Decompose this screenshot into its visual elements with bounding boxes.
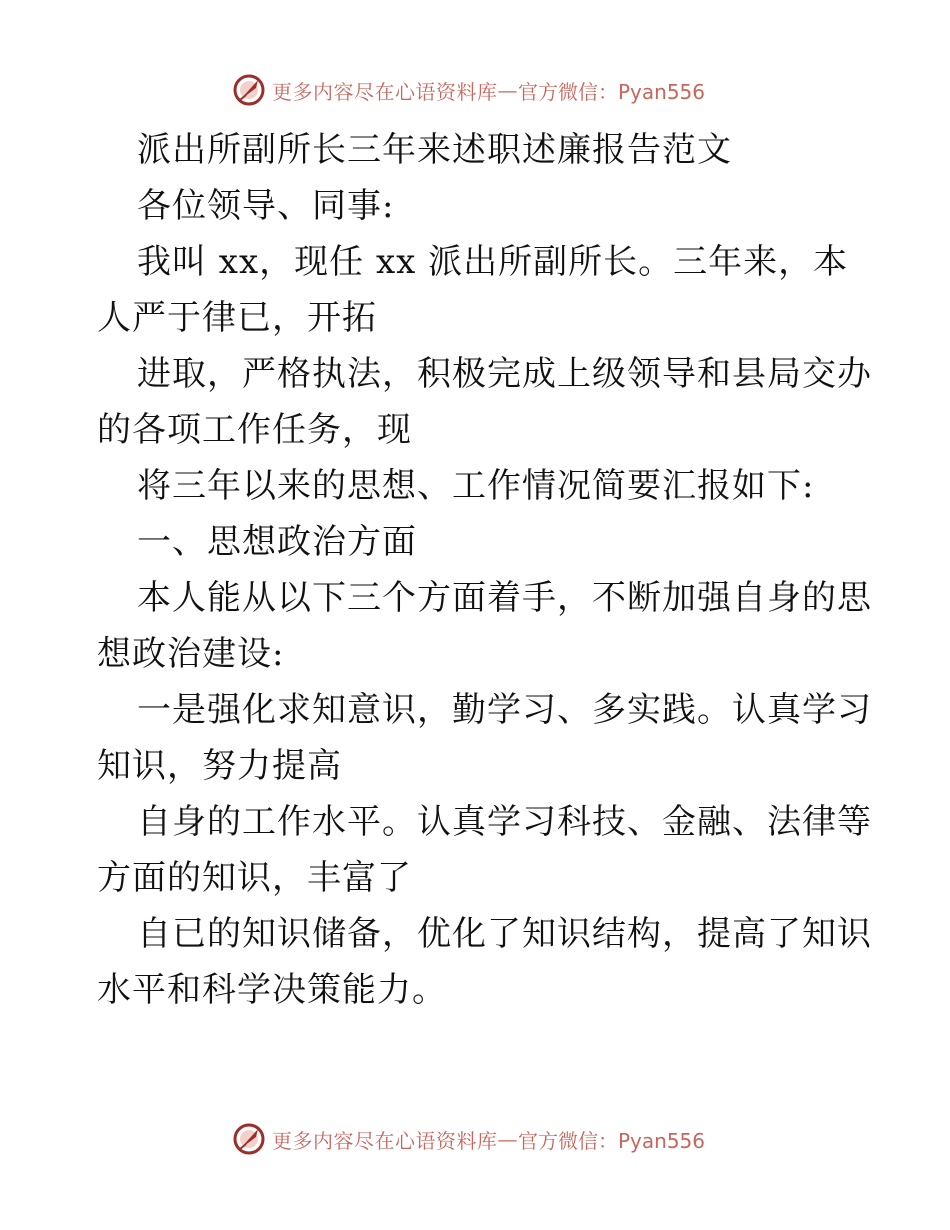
paragraph-line: 水平和科学决策能力。	[97, 970, 447, 1010]
paragraph-line: 我叫 xx，现任 xx 派出所副所长。三年来，本	[137, 242, 849, 282]
header-watermark-banner	[232, 72, 705, 108]
banner-dash: —	[497, 78, 518, 102]
paragraph-line: 本人能从以下三个方面着手，不断加强自身的思	[137, 578, 872, 618]
quill-pen-icon	[232, 73, 266, 107]
banner-slogan: 更多内容尽在心语资料库	[272, 79, 498, 104]
paragraph-line: 自身的工作水平。认真学习科技、金融、法律等	[137, 802, 872, 842]
paragraph-line: 进取，严格执法，积极完成上级领导和县局交办	[137, 354, 872, 394]
banner-dash: —	[497, 1127, 518, 1151]
paragraph-line: 将三年以来的思想、工作情况简要汇报如下:	[137, 466, 815, 506]
banner-wechat-id: 官方微信：Pyan556	[518, 79, 706, 104]
paragraph-line: 的各项工作任务，现	[97, 410, 412, 450]
footer-watermark-banner	[232, 1121, 705, 1157]
paragraph-line: 一是强化求知意识，勤学习、多实践。认真学习	[137, 690, 872, 730]
paragraph-line: 知识，努力提高	[97, 746, 342, 786]
document-title: 派出所副所长三年来述职述廉报告范文	[137, 130, 732, 170]
banner-wechat-id: 官方微信：Pyan556	[518, 1128, 706, 1153]
banner-slogan: 更多内容尽在心语资料库	[272, 1128, 498, 1153]
section-heading: 一、思想政治方面	[137, 522, 417, 562]
paragraph-line: 想政治建设:	[97, 634, 285, 674]
document-body	[97, 122, 872, 1018]
paragraph-line: 人严于律已，开拓	[97, 298, 377, 338]
quill-pen-icon	[232, 1122, 266, 1156]
salutation: 各位领导、同事:	[137, 186, 395, 226]
paragraph-line: 自已的知识储备，优化了知识结构，提高了知识	[137, 914, 872, 954]
paragraph-line: 方面的知识，丰富了	[97, 858, 412, 898]
